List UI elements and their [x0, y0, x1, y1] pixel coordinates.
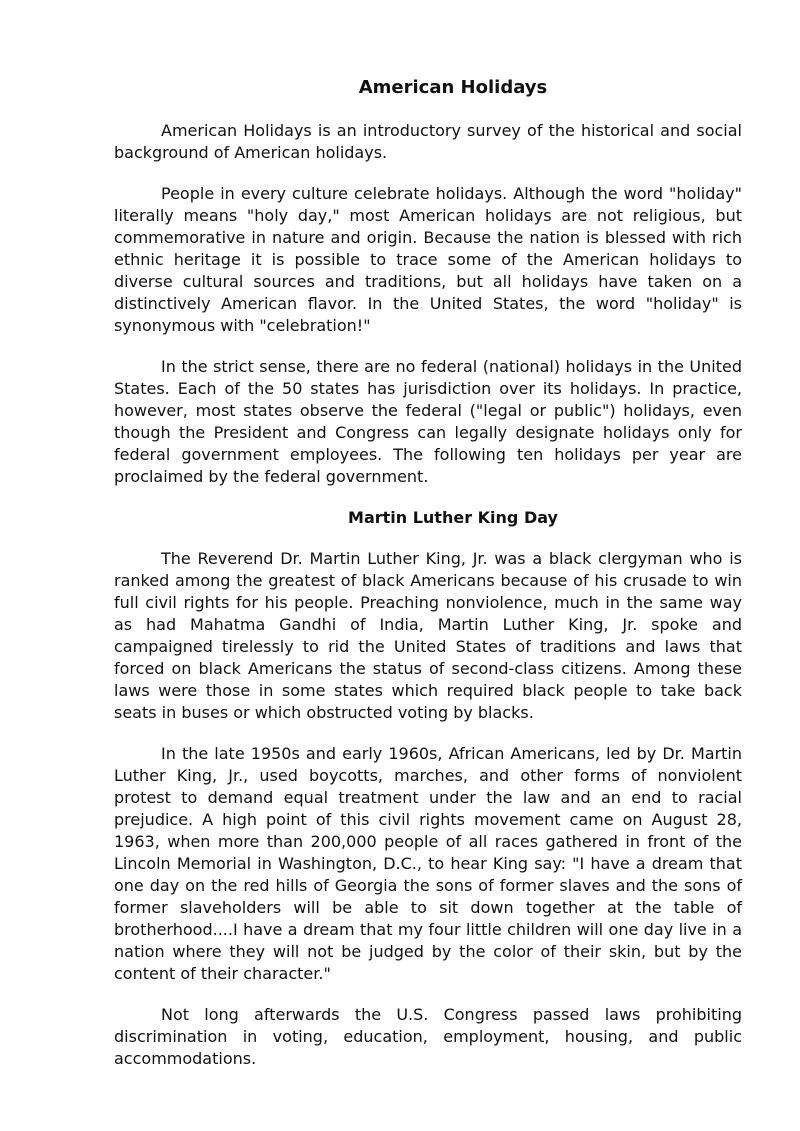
section-heading: Martin Luther King Day	[348, 508, 558, 527]
intro-paragraph: American Holidays is an introductory survey of the historical and social background of American holidays.	[114, 121, 742, 162]
intro-paragraph: People in every culture celebrate holidays. Although the word "holiday" literally means "holy day," most American holidays are not religious, but commemorative in nature and origin. Because the nation is blessed with rich ethnic heritage it is possible to trace some of the American holidays to diverse cultural sources and traditions, but all holidays have taken on a distinctively American flavor. In the United States, the word "holiday" is synonymous with "celebration!"	[114, 184, 742, 335]
document-page	[114, 76, 742, 1089]
section-paragraph: The Reverend Dr. Martin Luther King, Jr. was a black clergyman who is ranked among the greatest of black Americans because of his crusade to win full civil rights for his people. Preaching nonviolence, much in the same way as had Mahatma Gandhi of India, Martin Luther King, Jr. spoke and campaigned tirelessly to rid the United States of traditions and laws that forced on black Americans the status of second-class citizens. Among these laws were those in some states which required black people to take back seats in buses or which obstructed voting by blacks.	[114, 549, 742, 722]
section-paragraph: Not long afterwards the U.S. Congress passed laws prohibiting discrimination in voting, education, employment, housing, and public accommodations.	[114, 1005, 742, 1068]
section-paragraph: In the late 1950s and early 1960s, African Americans, led by Dr. Martin Luther King, Jr., used boycotts, marches, and other forms of nonviolent protest to demand equal treatment under the law and an end to racial prejudice. A high point of this civil rights movement came on August 28, 1963, when more than 200,000 people of all races gathered in front of the Lincoln Memorial in Washington, D.C., to hear King say: "I have a dream that one day on the red hills of Georgia the sons of former slaves and the sons of former slaveholders will be able to sit down together at the table of brotherhood....I have a dream that my four little children will one day live in a nation where they will not be judged by the color of their skin, but by the content of their character."	[114, 744, 742, 983]
intro-paragraph: In the strict sense, there are no federal (national) holidays in the United States. Each of the 50 states has jurisdiction over its holidays. In practice, however, most states observe the federal ("legal or public") holidays, even though the President and Congress can legally designate holidays only for federal government employees. The following ten holidays per year are proclaimed by the federal government.	[114, 357, 742, 486]
document-title: American Holidays	[358, 77, 548, 98]
